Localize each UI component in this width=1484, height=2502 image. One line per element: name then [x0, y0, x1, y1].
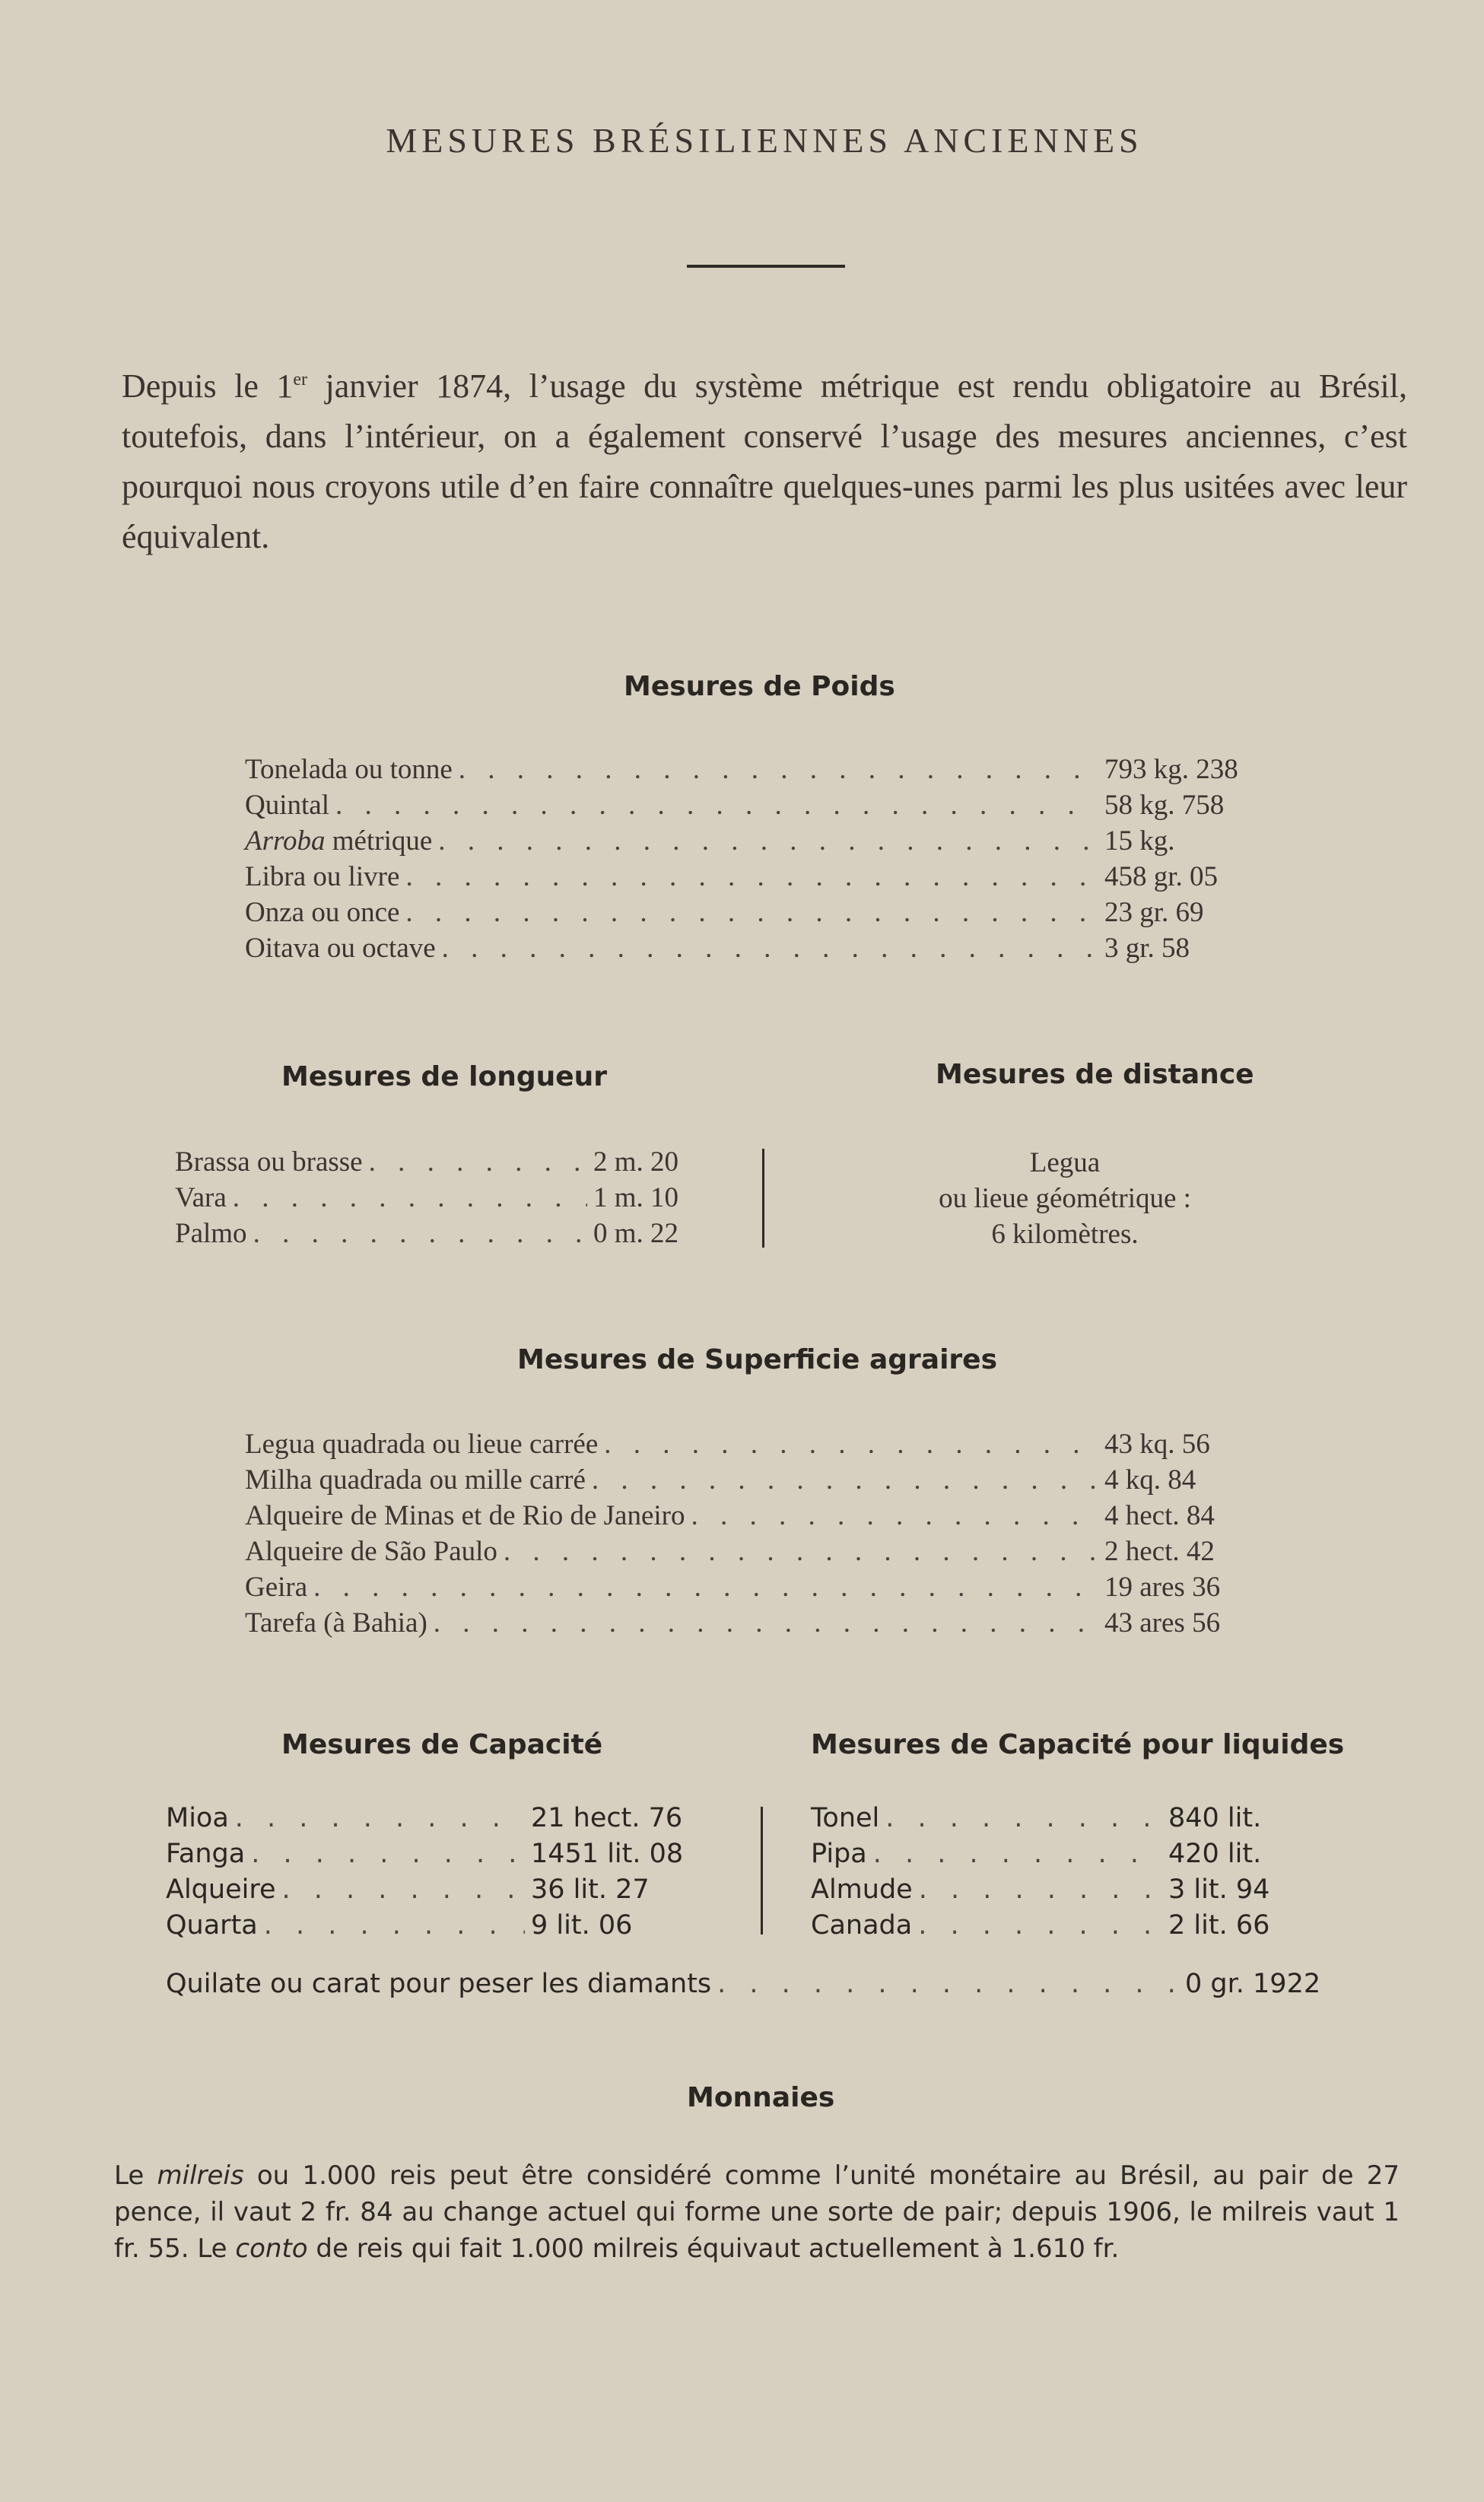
leader-dots: [434, 1607, 1098, 1639]
row-longueur: [175, 1181, 715, 1217]
row-superficie: [245, 1607, 1279, 1642]
row-superficie: [245, 1428, 1279, 1464]
row-label: Alqueire de Minas et de Rio de Janeiro: [245, 1500, 685, 1531]
row-value: 4 hect. 84: [1104, 1500, 1215, 1531]
leader-dots: [335, 789, 1098, 822]
row-value: 43 kq. 56: [1104, 1429, 1210, 1460]
row-value: 2 lit. 66: [1168, 1910, 1270, 1941]
row-capacite: [166, 1839, 706, 1874]
row-superficie: [245, 1535, 1279, 1571]
heading-liquides: Mesures de Capacité pour liquides: [811, 1729, 1345, 1760]
row-label: Onza ou once: [245, 897, 400, 928]
table-superficie: [245, 1428, 1279, 1642]
heading-superficie: Mesures de Superficie agraires: [517, 1344, 998, 1375]
row-value: 21 hect. 76: [531, 1803, 683, 1833]
table-liquides: [811, 1803, 1320, 1946]
leader-dots: [405, 896, 1098, 929]
leader-dots: [592, 1464, 1098, 1496]
row-liquides: [811, 1803, 1320, 1839]
leader-dots: [919, 1874, 1162, 1905]
leader-dots: [604, 1428, 1098, 1461]
leader-dots: [281, 1874, 525, 1905]
monnaies-text: ou 1.000 reis peut être considéré comme l’unité monétaire au Brésil, au pair de 27 pence, il vaut 2 fr. 84 au change actuel qui forme une sorte de pair; depuis 1906, le milreis vaut 1 fr. 55. Le: [114, 2160, 1400, 2264]
row-liquides: [811, 1910, 1320, 1946]
row-longueur: [175, 1146, 715, 1181]
row-label: Vara: [175, 1182, 227, 1213]
table-capacite: [166, 1803, 706, 1946]
row-label: Quintal: [245, 790, 329, 821]
monnaies-text: Le: [114, 2160, 157, 2191]
row-label: Quilate ou carat pour peser les diamants: [166, 1969, 712, 1999]
leader-dots: [251, 1839, 525, 1869]
row-value: 2 hect. 42: [1104, 1536, 1215, 1567]
leader-dots: [253, 1217, 587, 1250]
row-label: Milha quadrada ou mille carré: [245, 1464, 586, 1496]
row-value: 23 gr. 69: [1104, 897, 1204, 928]
row-label: Tonelada ou tonne: [245, 754, 453, 785]
row-value: 3 lit. 94: [1168, 1874, 1270, 1905]
leader-dots: [264, 1910, 525, 1941]
leader-dots: [405, 860, 1098, 893]
row-superficie: [245, 1571, 1279, 1607]
row-value: 9 lit. 06: [531, 1910, 633, 1941]
row-label: Pipa: [811, 1839, 867, 1869]
row-value: 1451 lit. 08: [531, 1839, 684, 1869]
monnaies-text: de reis qui fait 1.000 milreis équivaut actuellement à 1.610 fr.: [307, 2233, 1120, 2264]
row-label: Palmo: [175, 1218, 247, 1249]
leader-dots: [873, 1839, 1162, 1869]
row-label: Quarta: [166, 1910, 258, 1941]
row-liquides: [811, 1874, 1320, 1910]
row-value: 0 gr. 1922: [1185, 1969, 1321, 1999]
row-value: 840 lit.: [1168, 1803, 1262, 1833]
row-value: 420 lit.: [1168, 1839, 1262, 1869]
row-poids: [245, 932, 1279, 968]
column-divider: [762, 1149, 764, 1248]
leader-dots: [717, 1969, 1179, 1999]
row-value: 458 gr. 05: [1104, 861, 1219, 892]
row-label: Almude: [811, 1874, 913, 1905]
distance-line: Legua: [1029, 1147, 1101, 1178]
row-label-italic: Arroba: [245, 825, 326, 857]
distance-line: 6 kilomètres.: [991, 1219, 1139, 1250]
row-poids: [245, 753, 1279, 789]
leader-dots: [369, 1146, 587, 1178]
row-quilate: [166, 1969, 1352, 2004]
row-capacite: [166, 1803, 706, 1839]
leader-dots: [885, 1803, 1162, 1833]
table-poids: [245, 753, 1279, 968]
row-value: 43 ares 56: [1104, 1607, 1221, 1639]
row-value: 19 ares 36: [1104, 1572, 1221, 1603]
row-label: Alqueire: [166, 1874, 276, 1905]
heading-poids: Mesures de Poids: [624, 671, 895, 702]
intro-superscript: er: [293, 370, 308, 389]
intro-paragraph: [122, 361, 1407, 562]
row-value: 36 lit. 27: [531, 1874, 650, 1905]
row-label: Tarefa (à Bahia): [245, 1607, 427, 1639]
heading-distance: Mesures de distance: [936, 1059, 1254, 1090]
row-quilate-wrap: [166, 1969, 1352, 2004]
row-label: Tonel: [811, 1803, 880, 1833]
distance-line: ou lieue géométrique :: [939, 1183, 1191, 1214]
title-rule: [687, 265, 845, 268]
monnaies-paragraph: [114, 2157, 1400, 2267]
leader-dots: [233, 1181, 587, 1214]
row-capacite: [166, 1874, 706, 1910]
row-label-rest: métrique: [325, 825, 433, 857]
row-superficie: [245, 1499, 1279, 1535]
row-value: 793 kg. 238: [1104, 754, 1238, 785]
leader-dots: [438, 825, 1098, 857]
leader-dots: [691, 1499, 1098, 1532]
monnaies-term: milreis: [157, 2160, 244, 2191]
row-label: [245, 825, 432, 857]
leader-dots: [313, 1571, 1098, 1604]
row-label: Libra ou livre: [245, 861, 400, 892]
column-divider: [761, 1807, 763, 1935]
row-poids: [245, 896, 1279, 932]
heading-longueur: Mesures de longueur: [281, 1061, 608, 1092]
distance-block: [867, 1145, 1263, 1252]
row-label: Geira: [245, 1572, 308, 1603]
row-liquides: [811, 1839, 1320, 1874]
leader-dots: [235, 1803, 525, 1833]
table-longueur: [175, 1146, 715, 1253]
heading-capacite: Mesures de Capacité: [281, 1729, 603, 1760]
intro-text-rest: janvier 1874, l’usage du système métrique est rendu obligatoire au Brésil, toutefois, dans l’intérieur, on a également conservé l’usage des mesures anciennes, c’est pourquoi nous croyons utile d’en faire connaître quelques-unes parmi les plus usitées avec leur équivalent.: [122, 367, 1408, 555]
row-poids: [245, 789, 1279, 825]
row-label: Mioa: [166, 1803, 229, 1833]
row-value: 3 gr. 58: [1104, 933, 1190, 964]
row-value: 2 m. 20: [593, 1146, 679, 1178]
leader-dots: [459, 753, 1098, 786]
row-label: Canada: [811, 1910, 913, 1941]
row-value: 58 kg. 758: [1104, 790, 1225, 821]
row-label: Fanga: [166, 1839, 246, 1869]
row-capacite: [166, 1910, 706, 1946]
row-label: Alqueire de São Paulo: [245, 1536, 497, 1567]
leader-dots: [442, 932, 1098, 965]
row-value: 15 kg.: [1104, 825, 1175, 857]
row-longueur: [175, 1217, 715, 1253]
row-label: Legua quadrada ou lieue carrée: [245, 1429, 599, 1460]
row-value: 0 m. 22: [593, 1218, 679, 1249]
leader-dots: [918, 1910, 1162, 1941]
intro-text-start: Depuis le 1: [122, 367, 294, 405]
row-value: 1 m. 10: [593, 1182, 679, 1213]
leader-dots: [504, 1535, 1098, 1568]
row-superficie: [245, 1464, 1279, 1499]
heading-monnaies: Monnaies: [687, 2082, 835, 2113]
row-label: Brassa ou brasse: [175, 1146, 363, 1178]
page-title: MESURES BRÉSILIENNES ANCIENNES: [386, 121, 1143, 160]
monnaies-term: conto: [235, 2233, 308, 2264]
row-poids: [245, 860, 1279, 896]
row-label: Oitava ou octave: [245, 933, 436, 964]
row-value: 4 kq. 84: [1104, 1464, 1196, 1496]
row-poids: [245, 825, 1279, 860]
